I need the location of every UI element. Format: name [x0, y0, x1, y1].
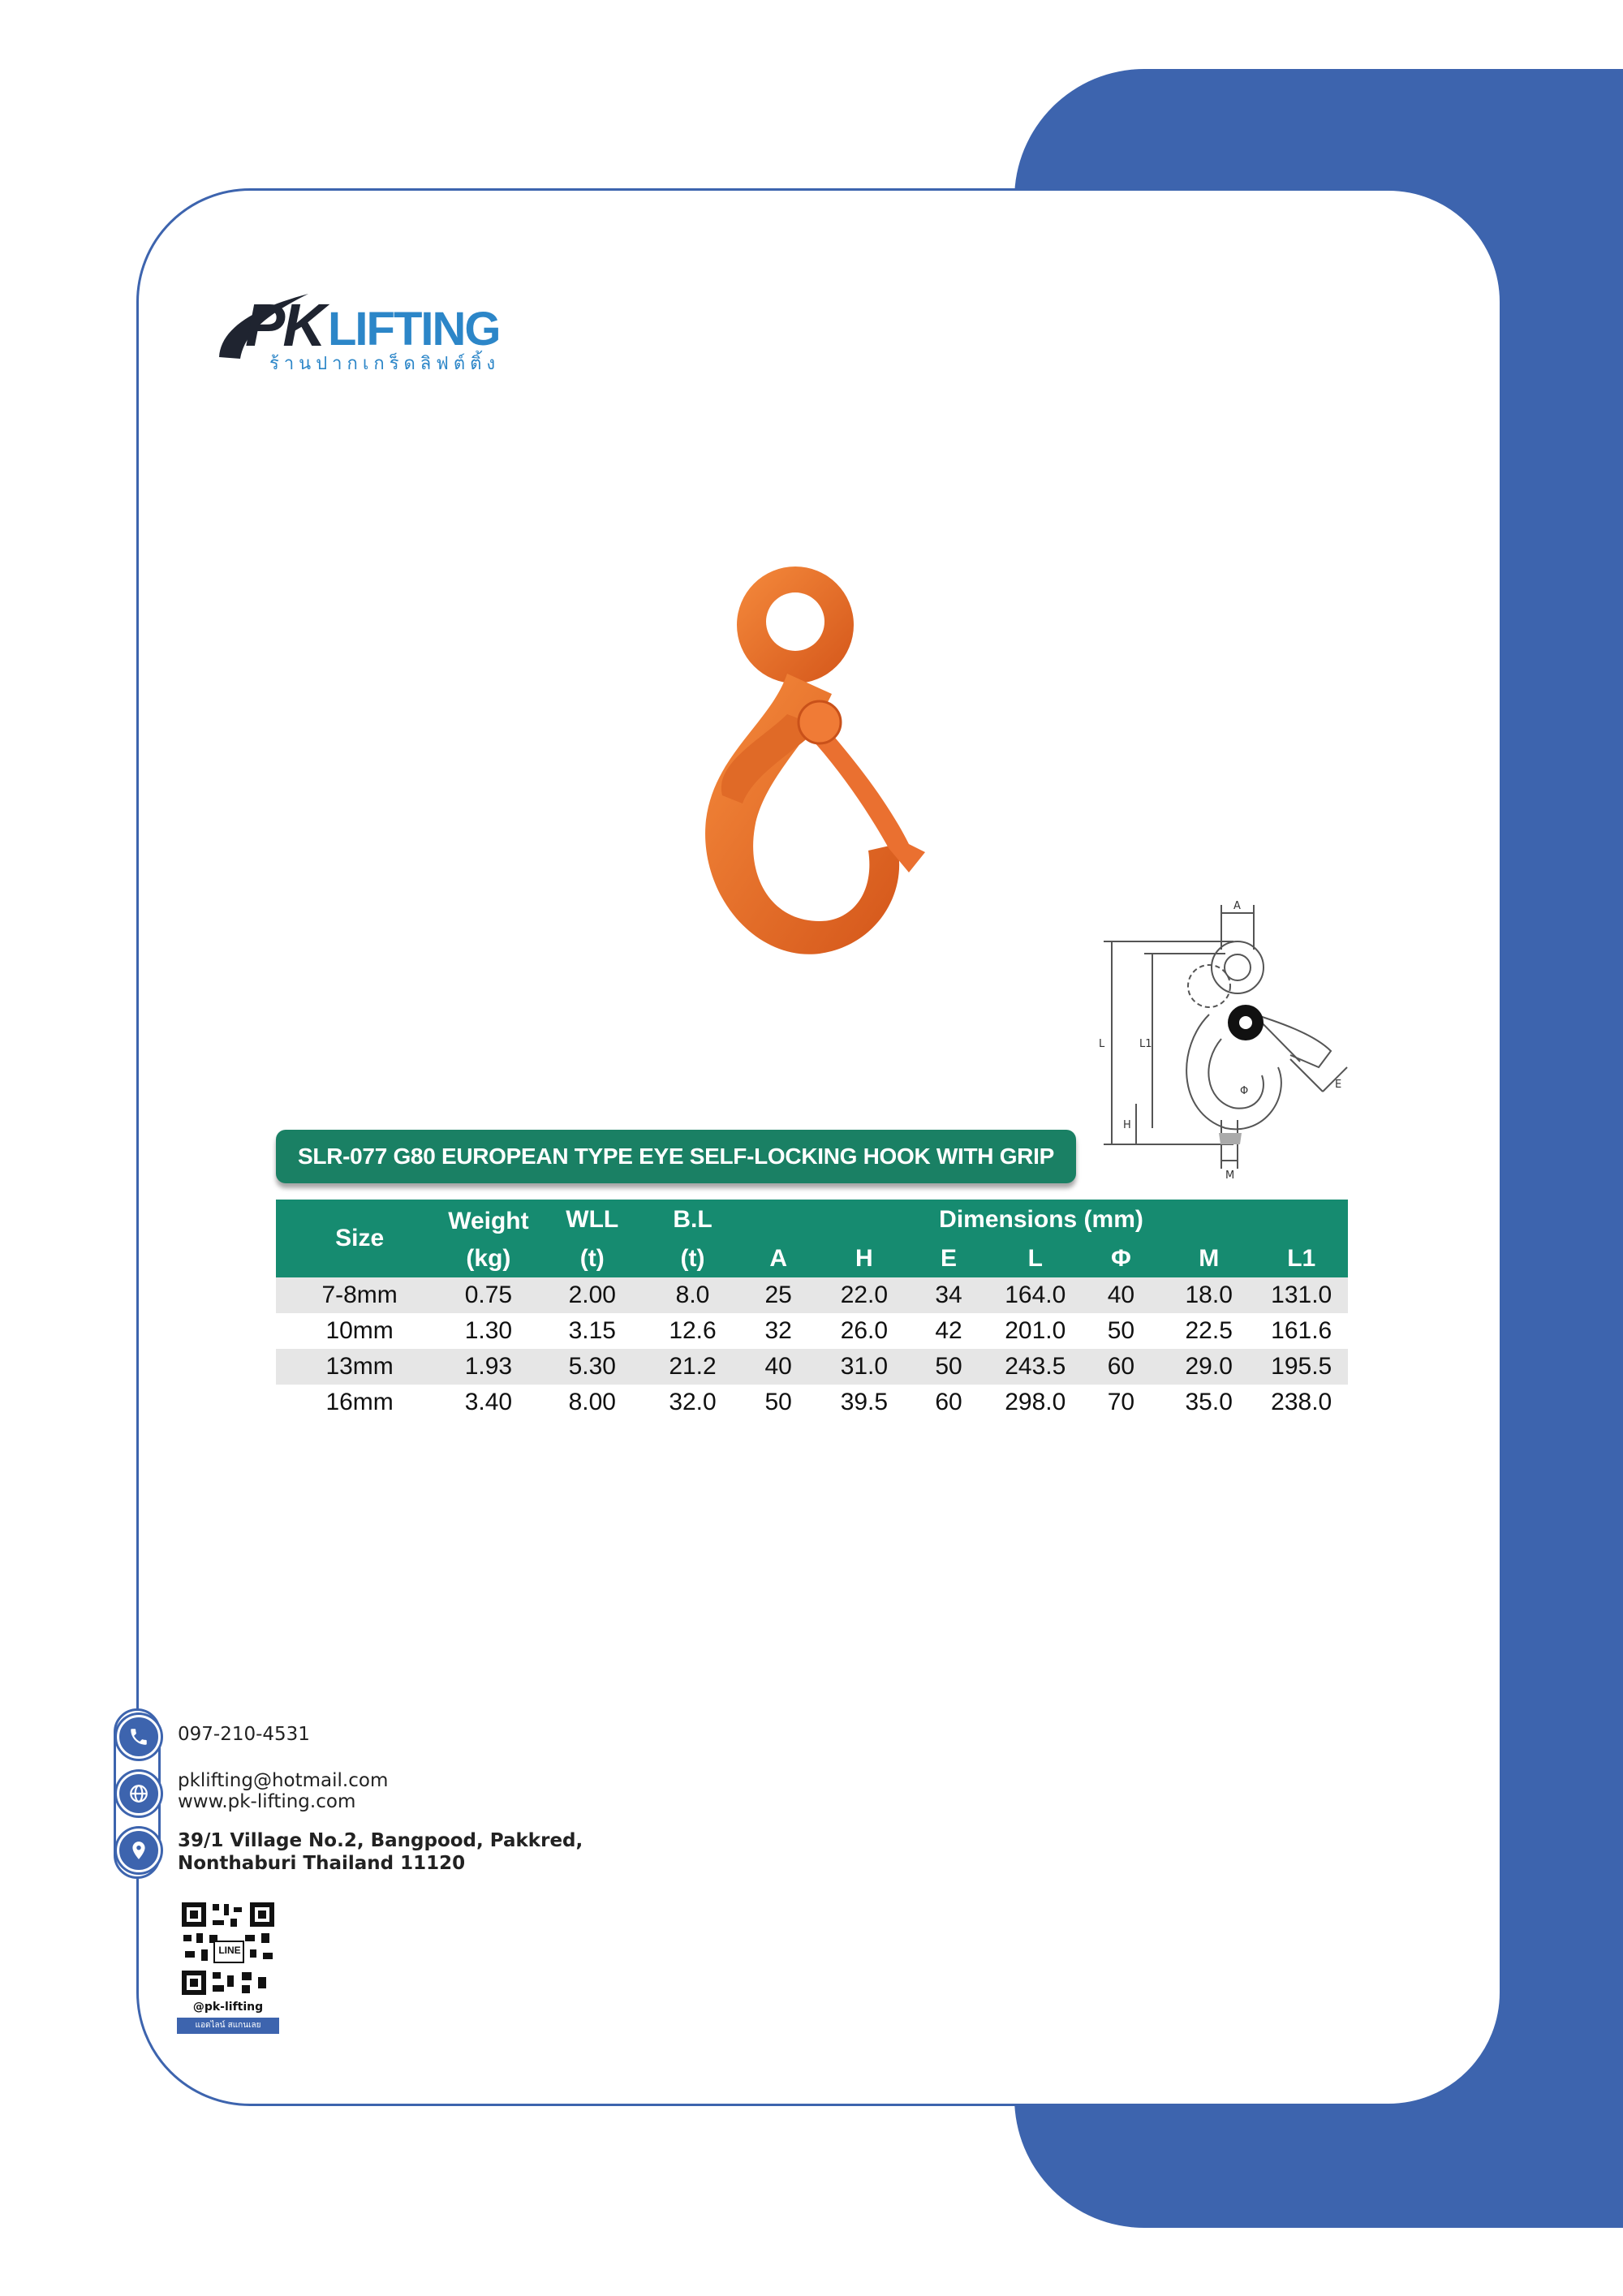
- table-row: [276, 1349, 1348, 1385]
- header-phi: Φ: [1079, 1240, 1163, 1277]
- header-h: H: [822, 1240, 906, 1277]
- cell-weight: 3.40: [443, 1385, 533, 1420]
- cell-phi: 60: [1079, 1349, 1163, 1385]
- cell-weight: 0.75: [443, 1277, 533, 1313]
- contact-website[interactable]: www.pk-lifting.com: [178, 1791, 356, 1812]
- cell-phi: 40: [1079, 1277, 1163, 1313]
- qr-caption: แอดไลน์ สแกนเลย: [195, 2021, 261, 2030]
- cell-wll: 3.15: [534, 1313, 651, 1349]
- header-m: M: [1163, 1240, 1255, 1277]
- cell-l: 201.0: [992, 1313, 1079, 1349]
- phone-icon: [117, 1715, 161, 1759]
- header-l: L: [992, 1240, 1079, 1277]
- logo-tagline: ร้านปากเกร็ดลิฟต์ติ้ง: [269, 354, 501, 374]
- diagram-label-e: E: [1335, 1079, 1342, 1091]
- table-row: [276, 1277, 1348, 1313]
- cell-h: 26.0: [822, 1313, 906, 1349]
- cell-a: 50: [734, 1385, 822, 1420]
- cell-e: 60: [906, 1385, 991, 1420]
- cell-wll: 2.00: [534, 1277, 651, 1313]
- line-qr-code[interactable]: [177, 1898, 279, 2034]
- cell-bl: 12.6: [651, 1313, 734, 1349]
- cell-m: 18.0: [1163, 1277, 1255, 1313]
- cell-wll: 8.00: [534, 1385, 651, 1420]
- cell-size: 7-8mm: [276, 1277, 443, 1313]
- cell-size: 16mm: [276, 1385, 443, 1420]
- header-size: Size: [276, 1200, 443, 1277]
- table-row: [276, 1385, 1348, 1420]
- cell-h: 22.0: [822, 1277, 906, 1313]
- cell-bl: 21.2: [651, 1349, 734, 1385]
- header-a: A: [734, 1240, 822, 1277]
- qr-handle: @pk-lifting: [192, 2001, 264, 2014]
- header-weight: Weight: [443, 1200, 533, 1240]
- cell-l: 243.5: [992, 1349, 1079, 1385]
- cell-m: 29.0: [1163, 1349, 1255, 1385]
- contact-address-line2: Nonthaburi Thailand 11120: [178, 1853, 466, 1874]
- cell-h: 31.0: [822, 1349, 906, 1385]
- location-pin-icon: [117, 1829, 161, 1872]
- brand-logo: [213, 284, 505, 373]
- table-row: [276, 1313, 1348, 1349]
- header-weight-unit: (kg): [443, 1240, 533, 1277]
- cell-l: 298.0: [992, 1385, 1079, 1420]
- cell-m: 35.0: [1163, 1385, 1255, 1420]
- logo-lifting-text: LIFTING: [328, 303, 500, 355]
- table-header-row: [276, 1200, 1348, 1240]
- spec-table: [276, 1200, 1348, 1420]
- cell-phi: 50: [1079, 1313, 1163, 1349]
- globe-icon: [117, 1772, 161, 1816]
- cell-a: 25: [734, 1277, 822, 1313]
- cell-l1: 238.0: [1255, 1385, 1348, 1420]
- logo-pk-text: PK: [245, 291, 324, 359]
- cell-l1: 161.6: [1255, 1313, 1348, 1349]
- header-wll-unit: (t): [534, 1240, 651, 1277]
- contact-address-line1: 39/1 Village No.2, Bangpood, Pakkred,: [178, 1830, 583, 1851]
- diagram-label-a: A: [1233, 900, 1241, 912]
- cell-weight: 1.93: [443, 1349, 533, 1385]
- header-e: E: [906, 1240, 991, 1277]
- cell-bl: 8.0: [651, 1277, 734, 1313]
- cell-e: 34: [906, 1277, 991, 1313]
- header-wll: WLL: [534, 1200, 651, 1240]
- cell-size: 10mm: [276, 1313, 443, 1349]
- product-title-banner: SLR-077 G80 EUROPEAN TYPE EYE SELF-LOCKING HOOK WITH GRIP: [276, 1130, 1076, 1183]
- diagram-label-h: H: [1123, 1119, 1131, 1131]
- cell-e: 50: [906, 1349, 991, 1385]
- cell-size: 13mm: [276, 1349, 443, 1385]
- cell-bl: 32.0: [651, 1385, 734, 1420]
- cell-l1: 131.0: [1255, 1277, 1348, 1313]
- hook-technical-drawing: [1087, 893, 1388, 1185]
- hook-product-image: [665, 552, 933, 982]
- diagram-label-m: M: [1225, 1170, 1235, 1182]
- header-bl: B.L: [651, 1200, 734, 1240]
- cell-a: 32: [734, 1313, 822, 1349]
- header-l1: L1: [1255, 1240, 1348, 1277]
- contact-email[interactable]: pklifting@hotmail.com: [178, 1770, 389, 1791]
- cell-a: 40: [734, 1349, 822, 1385]
- header-bl-unit: (t): [651, 1240, 734, 1277]
- cell-l1: 195.5: [1255, 1349, 1348, 1385]
- diagram-label-phi: Φ: [1240, 1085, 1249, 1097]
- cell-l: 164.0: [992, 1277, 1079, 1313]
- cell-phi: 70: [1079, 1385, 1163, 1420]
- cell-h: 39.5: [822, 1385, 906, 1420]
- cell-wll: 5.30: [534, 1349, 651, 1385]
- header-dimensions: Dimensions (mm): [734, 1200, 1348, 1240]
- cell-weight: 1.30: [443, 1313, 533, 1349]
- contact-phone[interactable]: 097-210-4531: [178, 1724, 310, 1745]
- diagram-label-l: L: [1099, 1038, 1105, 1050]
- cell-e: 42: [906, 1313, 991, 1349]
- qr-line-label: LINE: [218, 1945, 241, 1956]
- cell-m: 22.5: [1163, 1313, 1255, 1349]
- diagram-label-l1: L1: [1139, 1038, 1152, 1050]
